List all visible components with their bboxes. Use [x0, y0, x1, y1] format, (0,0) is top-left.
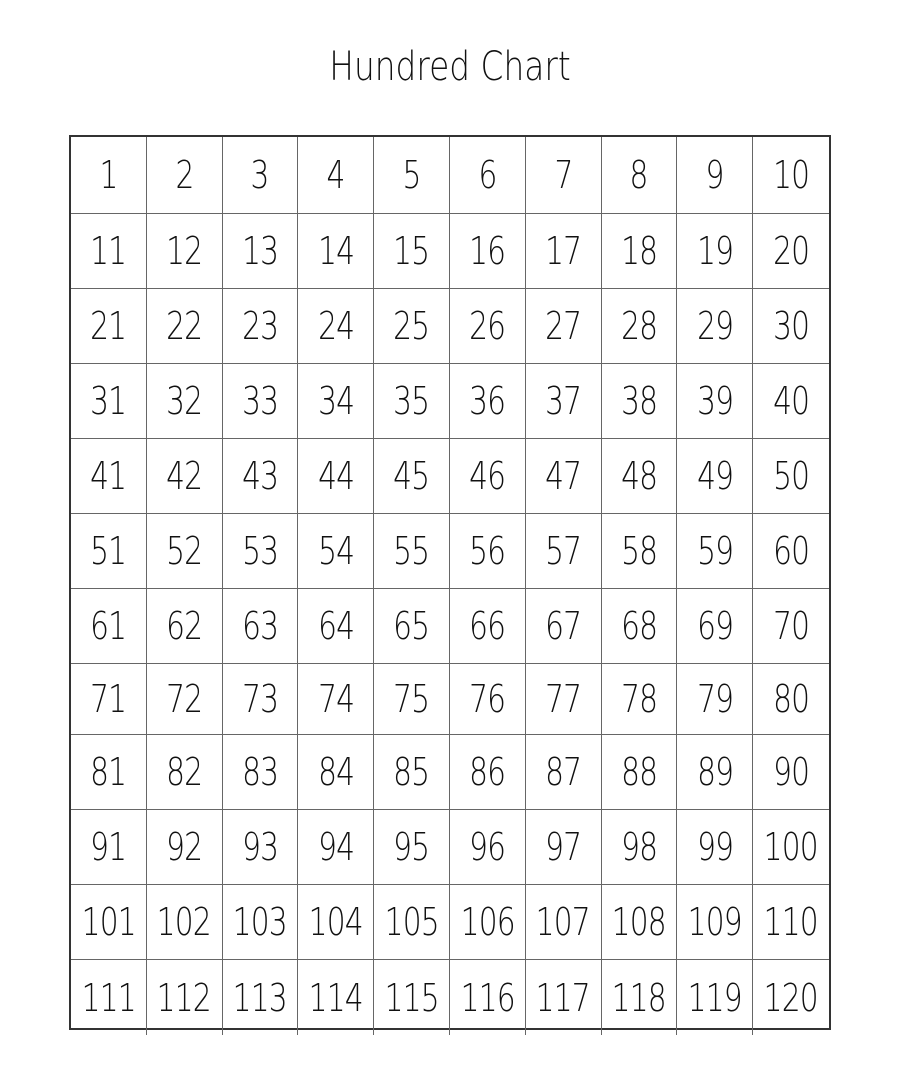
cell-number: 93	[241, 825, 279, 869]
chart-cell	[753, 885, 829, 960]
chart-cell	[602, 439, 678, 514]
chart-cell	[753, 664, 829, 735]
chart-cell	[374, 810, 450, 885]
chart-cell	[147, 439, 223, 514]
cell-number: 109	[687, 900, 742, 944]
chart-cell	[298, 664, 374, 735]
cell-number: 42	[166, 454, 203, 498]
cell-number: 54	[317, 529, 354, 573]
cell-number: 50	[773, 454, 810, 498]
chart-cell	[147, 214, 223, 289]
chart-cell	[602, 514, 678, 589]
chart-cell	[753, 364, 829, 439]
cell-number: 19	[696, 229, 733, 273]
cell-number: 95	[393, 825, 430, 869]
chart-cell	[147, 960, 223, 1035]
chart-cell	[753, 735, 829, 810]
chart-cell	[298, 589, 374, 664]
chart-cell	[71, 664, 147, 735]
cell-number: 88	[620, 750, 658, 794]
cell-number: 107	[536, 900, 591, 944]
chart-cell	[298, 960, 374, 1035]
cell-number: 26	[469, 304, 506, 348]
cell-number: 74	[317, 677, 354, 721]
cell-number: 10	[773, 153, 810, 197]
cell-number: 71	[90, 677, 127, 721]
cell-number: 77	[545, 677, 582, 721]
chart-cell	[526, 439, 602, 514]
cell-number: 8	[629, 153, 649, 197]
cell-number: 25	[393, 304, 430, 348]
page-title: Hundred Chart	[329, 44, 571, 90]
chart-cell	[223, 735, 299, 810]
cell-number: 101	[81, 900, 136, 944]
chart-cell	[450, 589, 526, 664]
cell-number: 108	[611, 900, 667, 944]
cell-number: 119	[687, 975, 742, 1020]
chart-cell	[374, 960, 450, 1035]
cell-number: 13	[241, 229, 279, 273]
cell-number: 85	[393, 750, 430, 794]
cell-number: 56	[469, 529, 506, 573]
cell-number: 55	[393, 529, 430, 573]
chart-cell	[450, 885, 526, 960]
cell-number: 53	[241, 529, 279, 573]
cell-number: 22	[166, 304, 203, 348]
cell-number: 39	[696, 379, 733, 423]
chart-cell	[450, 664, 526, 735]
chart-cell	[526, 664, 602, 735]
cell-number: 99	[696, 825, 733, 869]
chart-cell	[450, 364, 526, 439]
cell-number: 94	[317, 825, 354, 869]
cell-number: 52	[166, 529, 203, 573]
cell-number: 113	[232, 975, 288, 1020]
cell-number: 73	[241, 677, 279, 721]
chart-cell	[223, 289, 299, 364]
chart-cell	[602, 589, 678, 664]
chart-cell	[223, 885, 299, 960]
cell-number: 35	[393, 379, 430, 423]
chart-cell	[298, 735, 374, 810]
chart-cell	[71, 885, 147, 960]
cell-number: 6	[478, 153, 497, 197]
cell-number: 84	[317, 750, 354, 794]
chart-cell	[753, 137, 829, 214]
cell-number: 61	[90, 604, 127, 648]
chart-cell	[526, 589, 602, 664]
cell-number: 97	[545, 825, 582, 869]
cell-number: 28	[620, 304, 658, 348]
cell-number: 30	[773, 304, 810, 348]
cell-number: 112	[157, 975, 212, 1020]
cell-number: 106	[460, 900, 515, 944]
chart-cell	[526, 364, 602, 439]
chart-cell	[71, 589, 147, 664]
chart-cell	[450, 439, 526, 514]
chart-cell	[677, 364, 753, 439]
cell-number: 36	[469, 379, 506, 423]
chart-cell	[71, 439, 147, 514]
chart-cell	[450, 735, 526, 810]
chart-cell	[450, 514, 526, 589]
chart-cell	[374, 664, 450, 735]
cell-number: 92	[166, 825, 203, 869]
cell-number: 78	[620, 677, 658, 721]
cell-number: 4	[326, 153, 345, 197]
chart-cell	[602, 735, 678, 810]
chart-cell	[223, 960, 299, 1035]
chart-cell	[298, 885, 374, 960]
chart-cell	[677, 885, 753, 960]
chart-cell	[677, 214, 753, 289]
chart-cell	[602, 289, 678, 364]
chart-cell	[374, 735, 450, 810]
chart-cell	[374, 514, 450, 589]
cell-number: 76	[469, 677, 506, 721]
chart-cell	[677, 289, 753, 364]
cell-number: 48	[620, 454, 658, 498]
cell-number: 98	[620, 825, 658, 869]
chart-cell	[298, 289, 374, 364]
cell-number: 16	[469, 229, 506, 273]
cell-number: 1	[99, 153, 118, 197]
chart-cell	[147, 810, 223, 885]
cell-number: 21	[90, 304, 127, 348]
cell-number: 114	[308, 975, 363, 1020]
chart-cell	[147, 289, 223, 364]
cell-number: 120	[763, 975, 819, 1020]
cell-number: 118	[611, 975, 667, 1020]
cell-number: 29	[696, 304, 733, 348]
chart-cell	[147, 664, 223, 735]
cell-number: 105	[384, 900, 439, 944]
chart-cell	[602, 214, 678, 289]
chart-cell	[602, 960, 678, 1035]
chart-cell	[147, 589, 223, 664]
chart-cell	[223, 137, 299, 214]
chart-cell	[71, 735, 147, 810]
chart-cell	[147, 735, 223, 810]
cell-number: 41	[90, 454, 127, 498]
chart-cell	[677, 439, 753, 514]
cell-number: 2	[175, 153, 194, 197]
cell-number: 59	[696, 529, 733, 573]
chart-cell	[223, 589, 299, 664]
chart-cell	[147, 364, 223, 439]
chart-cell	[71, 514, 147, 589]
chart-cell	[147, 514, 223, 589]
chart-cell	[526, 514, 602, 589]
cell-number: 103	[232, 900, 288, 944]
chart-cell	[298, 364, 374, 439]
chart-cell	[753, 439, 829, 514]
chart-cell	[526, 960, 602, 1035]
chart-cell	[450, 289, 526, 364]
cell-number: 15	[393, 229, 430, 273]
chart-cell	[753, 514, 829, 589]
cell-number: 68	[620, 604, 658, 648]
chart-cell	[223, 514, 299, 589]
cell-number: 14	[317, 229, 354, 273]
cell-number: 87	[545, 750, 582, 794]
chart-cell	[374, 289, 450, 364]
cell-number: 63	[241, 604, 279, 648]
chart-cell	[450, 137, 526, 214]
cell-number: 33	[241, 379, 279, 423]
cell-number: 57	[545, 529, 582, 573]
cell-number: 72	[166, 677, 203, 721]
chart-cell	[71, 810, 147, 885]
cell-number: 20	[773, 229, 810, 273]
cell-number: 58	[620, 529, 658, 573]
cell-number: 82	[166, 750, 203, 794]
cell-number: 23	[241, 304, 279, 348]
cell-number: 91	[90, 825, 127, 869]
chart-cell	[677, 735, 753, 810]
chart-cell	[374, 364, 450, 439]
chart-cell	[677, 810, 753, 885]
cell-number: 116	[460, 975, 515, 1020]
cell-number: 104	[308, 900, 363, 944]
chart-cell	[298, 810, 374, 885]
chart-cell	[71, 364, 147, 439]
cell-number: 32	[166, 379, 203, 423]
chart-cell	[450, 960, 526, 1035]
chart-cell	[223, 439, 299, 514]
chart-cell	[374, 439, 450, 514]
cell-number: 67	[545, 604, 582, 648]
chart-cell	[526, 885, 602, 960]
cell-number: 70	[773, 604, 810, 648]
chart-cell	[526, 735, 602, 810]
cell-number: 24	[317, 304, 354, 348]
chart-cell	[526, 289, 602, 364]
cell-number: 115	[384, 975, 439, 1020]
chart-cell	[374, 137, 450, 214]
cell-number: 47	[545, 454, 582, 498]
chart-cell	[223, 214, 299, 289]
chart-cell	[753, 810, 829, 885]
cell-number: 102	[157, 900, 212, 944]
chart-cell	[677, 514, 753, 589]
chart-cell	[753, 289, 829, 364]
cell-number: 12	[166, 229, 203, 273]
chart-cell	[374, 885, 450, 960]
chart-cell	[753, 214, 829, 289]
cell-number: 60	[773, 529, 810, 573]
chart-cell	[753, 960, 829, 1035]
cell-number: 37	[545, 379, 582, 423]
chart-cell	[223, 364, 299, 439]
chart-cell	[374, 589, 450, 664]
cell-number: 81	[90, 750, 127, 794]
chart-cell	[677, 137, 753, 214]
cell-number: 83	[241, 750, 279, 794]
cell-number: 46	[469, 454, 506, 498]
cell-number: 89	[696, 750, 733, 794]
cell-number: 38	[620, 379, 658, 423]
cell-number: 34	[317, 379, 354, 423]
cell-number: 64	[317, 604, 354, 648]
chart-cell	[298, 514, 374, 589]
cell-number: 5	[402, 153, 421, 197]
cell-number: 111	[81, 975, 136, 1020]
chart-cell	[223, 664, 299, 735]
cell-number: 49	[696, 454, 733, 498]
cell-number: 40	[773, 379, 810, 423]
chart-cell	[374, 214, 450, 289]
cell-number: 117	[536, 975, 591, 1020]
cell-number: 100	[763, 825, 819, 869]
cell-number: 62	[166, 604, 203, 648]
cell-number: 11	[90, 229, 127, 273]
cell-number: 18	[620, 229, 658, 273]
cell-number: 96	[469, 825, 506, 869]
chart-cell	[677, 589, 753, 664]
chart-cell	[71, 214, 147, 289]
cell-number: 79	[696, 677, 733, 721]
chart-cell	[147, 137, 223, 214]
cell-number: 75	[393, 677, 430, 721]
chart-cell	[602, 364, 678, 439]
cell-number: 7	[554, 153, 573, 197]
chart-cell	[223, 810, 299, 885]
chart-cell	[71, 960, 147, 1035]
cell-number: 80	[773, 677, 810, 721]
cell-number: 90	[773, 750, 810, 794]
cell-number: 110	[763, 900, 819, 944]
cell-number: 3	[250, 153, 270, 197]
cell-number: 69	[696, 604, 733, 648]
chart-cell	[298, 214, 374, 289]
chart-cell	[298, 137, 374, 214]
chart-cell	[602, 137, 678, 214]
chart-cell	[677, 664, 753, 735]
chart-cell	[526, 137, 602, 214]
cell-number: 27	[545, 304, 582, 348]
chart-cell	[602, 885, 678, 960]
chart-cell	[753, 589, 829, 664]
chart-cell	[298, 439, 374, 514]
cell-number: 86	[469, 750, 506, 794]
cell-number: 17	[545, 229, 582, 273]
chart-cell	[147, 885, 223, 960]
cell-number: 43	[241, 454, 279, 498]
chart-cell	[677, 960, 753, 1035]
chart-cell	[526, 214, 602, 289]
cell-number: 31	[90, 379, 127, 423]
chart-cell	[71, 289, 147, 364]
chart-cell	[71, 137, 147, 214]
chart-cell	[450, 810, 526, 885]
chart-cell	[602, 810, 678, 885]
chart-cell	[526, 810, 602, 885]
cell-number: 66	[469, 604, 506, 648]
cell-number: 9	[705, 153, 724, 197]
cell-number: 51	[90, 529, 127, 573]
cell-number: 65	[393, 604, 430, 648]
chart-cell	[450, 214, 526, 289]
hundred-chart-grid	[69, 135, 831, 1030]
cell-number: 44	[317, 454, 354, 498]
chart-cell	[602, 664, 678, 735]
cell-number: 45	[393, 454, 430, 498]
